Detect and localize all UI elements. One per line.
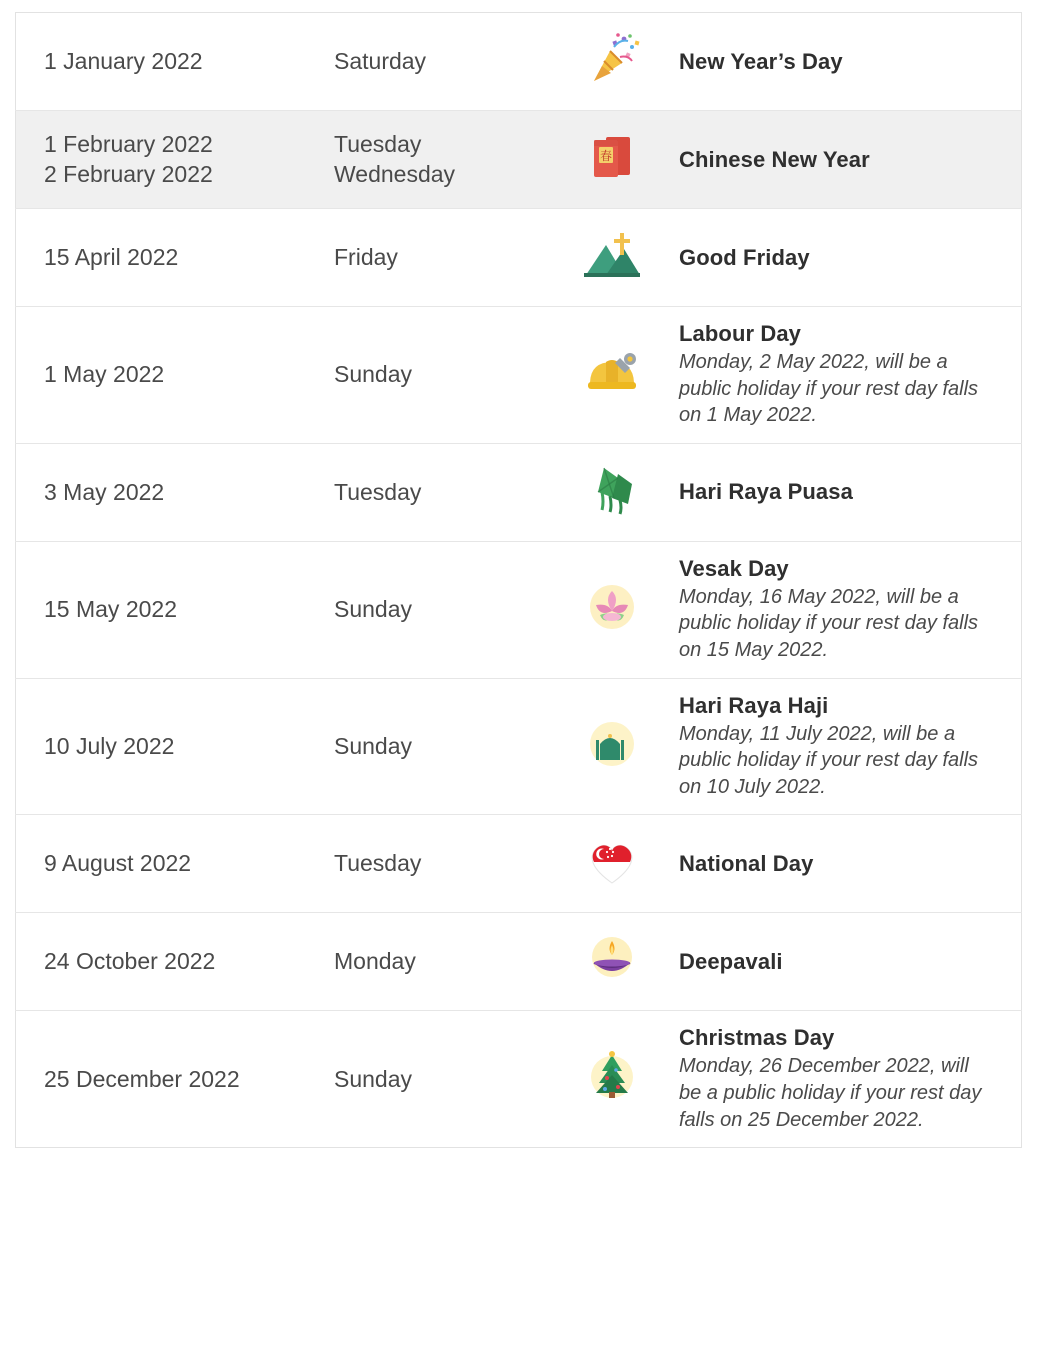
holiday-day-cell [334, 541, 544, 678]
holiday-date-cell [16, 307, 335, 444]
holiday-day: Tuesday [334, 850, 422, 877]
table-body [16, 13, 1022, 1148]
holiday-date: 10 July 2022 [44, 732, 175, 759]
holiday-day: Wednesday [334, 160, 456, 187]
holiday-note: Monday, 26 December 2022, will be a public holiday if your rest day falls on 25 December 2022. [679, 1055, 982, 1131]
holiday-date-cell [16, 913, 335, 1011]
holiday-name-cell [679, 913, 1022, 1011]
cross-hill-icon [580, 223, 644, 287]
holiday-icon-cell [544, 111, 679, 209]
holiday-icon-cell [544, 209, 679, 307]
holiday-name-cell [679, 307, 1022, 444]
holiday-name-cell [679, 815, 1022, 913]
holiday-icon-cell [544, 678, 679, 815]
holiday-title: Hari Raya Haji [679, 692, 829, 718]
holiday-date: 25 December 2022 [44, 1065, 240, 1092]
hard-hat-wrench-icon [580, 340, 644, 404]
holiday-title: Vesak Day [679, 555, 789, 581]
holiday-day: Monday [334, 948, 416, 975]
mosque-crescent-icon [580, 712, 644, 776]
holiday-icon-cell [544, 815, 679, 913]
holiday-date: 15 April 2022 [44, 243, 179, 270]
holiday-day-cell [334, 815, 544, 913]
holiday-title: Hari Raya Puasa [679, 479, 853, 505]
holiday-day: Saturday [334, 47, 427, 74]
holiday-title: Deepavali [679, 948, 783, 974]
holiday-title: National Day [679, 850, 814, 876]
holiday-title: New Year’s Day [679, 48, 843, 74]
holiday-day: Sunday [334, 1065, 413, 1092]
holiday-date-cell [16, 443, 335, 541]
holiday-date: 1 January 2022 [44, 47, 203, 74]
holiday-date-cell [16, 815, 335, 913]
holiday-date: 1 May 2022 [44, 361, 165, 388]
table-row [16, 678, 1022, 815]
holiday-name-cell [679, 541, 1022, 678]
holiday-day-cell [334, 13, 544, 111]
holiday-date-cell [16, 678, 335, 815]
holiday-title: Christmas Day [679, 1025, 835, 1051]
holiday-name-cell [679, 111, 1022, 209]
christmas-tree-icon [580, 1045, 644, 1109]
holiday-icon-cell [544, 443, 679, 541]
table-row [16, 13, 1022, 111]
holiday-day-cell [334, 1011, 544, 1148]
red-envelope-icon [580, 125, 644, 189]
holiday-icon-cell [544, 13, 679, 111]
holiday-name-cell [679, 443, 1022, 541]
holiday-note: Monday, 16 May 2022, will be a public holiday if your rest day falls on 15 May 2022. [679, 585, 979, 661]
table-row [16, 1011, 1022, 1148]
table-row [16, 913, 1022, 1011]
holiday-name-cell [679, 678, 1022, 815]
holiday-day: Friday [334, 243, 398, 270]
holiday-day-cell [334, 443, 544, 541]
holiday-name-cell [679, 13, 1022, 111]
holiday-date-cell [16, 541, 335, 678]
holiday-day-cell [334, 307, 544, 444]
holiday-day: Sunday [334, 361, 413, 388]
holiday-day-cell [334, 209, 544, 307]
holiday-note: Monday, 11 July 2022, will be a public holiday if your rest day falls on 10 July 2022. [679, 722, 979, 798]
svg-text:春: 春 [599, 149, 612, 163]
ketupat-icon [580, 458, 644, 522]
oil-lamp-icon [580, 927, 644, 991]
holiday-note: Monday, 2 May 2022, will be a public holiday if your rest day falls on 1 May 2022. [679, 351, 979, 427]
table-row [16, 209, 1022, 307]
holiday-date: 1 February 2022 [44, 131, 213, 158]
holiday-date: 9 August 2022 [44, 850, 192, 877]
table-row [16, 815, 1022, 913]
singapore-flag-heart-icon [580, 829, 644, 893]
holiday-date-cell [16, 1011, 335, 1148]
holiday-date: 2 February 2022 [44, 160, 213, 187]
holiday-date-cell [16, 209, 335, 307]
holiday-date-cell [16, 13, 335, 111]
holiday-day-cell [334, 111, 544, 209]
public-holidays-table [15, 12, 1022, 1148]
holiday-day: Tuesday [334, 131, 422, 158]
holiday-date: 3 May 2022 [44, 478, 165, 505]
holiday-date: 15 May 2022 [44, 595, 177, 622]
holiday-title: Chinese New Year [679, 146, 870, 172]
table-row [16, 541, 1022, 678]
holiday-day-cell [334, 678, 544, 815]
holiday-icon-cell [544, 1011, 679, 1148]
holiday-date: 24 October 2022 [44, 948, 216, 975]
holiday-day-cell [334, 913, 544, 1011]
holiday-icon-cell [544, 541, 679, 678]
holiday-icon-cell [544, 307, 679, 444]
table-row [16, 307, 1022, 444]
table-row [16, 111, 1022, 209]
holiday-day: Sunday [334, 732, 413, 759]
holiday-day: Tuesday [334, 478, 422, 505]
holiday-name-cell [679, 209, 1022, 307]
holiday-title: Good Friday [679, 244, 810, 270]
table-row [16, 443, 1022, 541]
holiday-day: Sunday [334, 595, 413, 622]
party-popper-icon [580, 27, 644, 91]
holiday-date-cell [16, 111, 335, 209]
holiday-name-cell [679, 1011, 1022, 1148]
holiday-title: Labour Day [679, 321, 802, 346]
lotus-icon [580, 575, 644, 639]
holiday-icon-cell [544, 913, 679, 1011]
